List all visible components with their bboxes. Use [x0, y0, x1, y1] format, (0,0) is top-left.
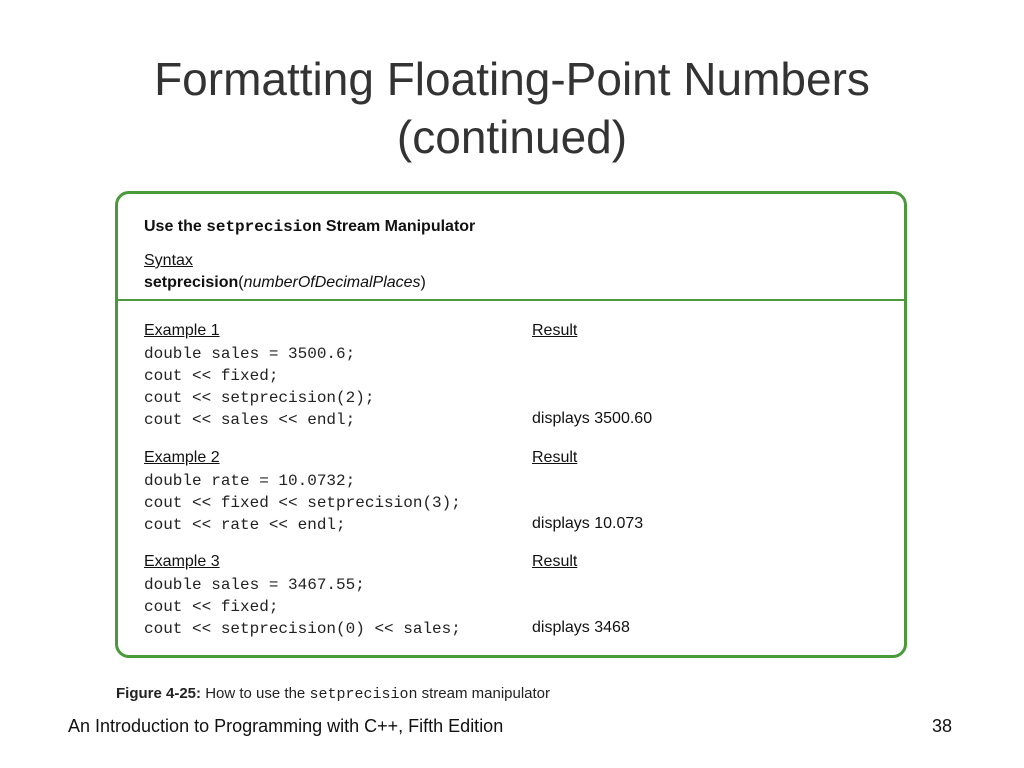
- example-3-code-line: cout << setprecision(0) << sales;: [144, 620, 461, 638]
- example-3: [144, 553, 884, 641]
- slide-title: [0, 50, 1024, 166]
- syntax-function: setprecision: [144, 274, 239, 291]
- example-1-result: displays 3500.60: [532, 410, 653, 427]
- example-1-label: Example 1: [144, 322, 220, 339]
- example-2-label: Example 2: [144, 449, 220, 466]
- example-2: [144, 449, 884, 537]
- example-2-result-label: Result: [532, 449, 578, 466]
- figure-number: Figure 4-25:: [116, 685, 202, 702]
- box-divider: [118, 299, 904, 301]
- example-3-result-label: Result: [532, 553, 578, 570]
- caption-code: setprecision: [309, 686, 418, 703]
- example-1: [144, 322, 884, 432]
- box-header-code: setprecision: [206, 218, 322, 236]
- figure-caption: [116, 685, 550, 703]
- box-header-prefix: Use the: [144, 218, 207, 235]
- example-1-code-line: cout << fixed;: [144, 367, 279, 385]
- example-3-label: Example 3: [144, 553, 220, 570]
- box-header: [144, 218, 475, 236]
- syntax-close-paren: ): [420, 274, 426, 291]
- example-1-code-line: cout << setprecision(2);: [144, 389, 375, 407]
- example-1-code-line: cout << sales << endl;: [144, 411, 356, 429]
- syntax-line: [144, 274, 426, 292]
- syntax-argument: numberOfDecimalPlaces: [243, 274, 421, 291]
- example-2-code-line: cout << rate << endl;: [144, 516, 346, 534]
- syntax-label: Syntax: [144, 252, 193, 269]
- slide-title-line-2: (continued): [396, 111, 628, 163]
- example-2-code-line: cout << fixed << setprecision(3);: [144, 494, 461, 512]
- caption-prefix: How to use the: [201, 685, 310, 702]
- example-1-result-label: Result: [532, 322, 578, 339]
- example-2-result: displays 10.073: [532, 515, 644, 532]
- example-1-code-line: double sales = 3500.6;: [144, 345, 356, 363]
- slide-footer: An Introduction to Programming with C++, Fifth Edition: [68, 716, 504, 736]
- page-number: 38: [931, 716, 952, 736]
- figure-box: [115, 191, 907, 658]
- syntax-open-paren: (: [238, 274, 244, 291]
- slide-title-line-1: Formatting Floating-Point Numbers: [154, 53, 870, 105]
- box-header-suffix: Stream Manipulator: [321, 218, 476, 235]
- example-2-code-line: double rate = 10.0732;: [144, 472, 356, 490]
- example-3-code-line: cout << fixed;: [144, 598, 279, 616]
- example-3-result: displays 3468: [532, 619, 630, 636]
- example-3-code-line: double sales = 3467.55;: [144, 576, 365, 594]
- caption-suffix: stream manipulator: [417, 685, 551, 702]
